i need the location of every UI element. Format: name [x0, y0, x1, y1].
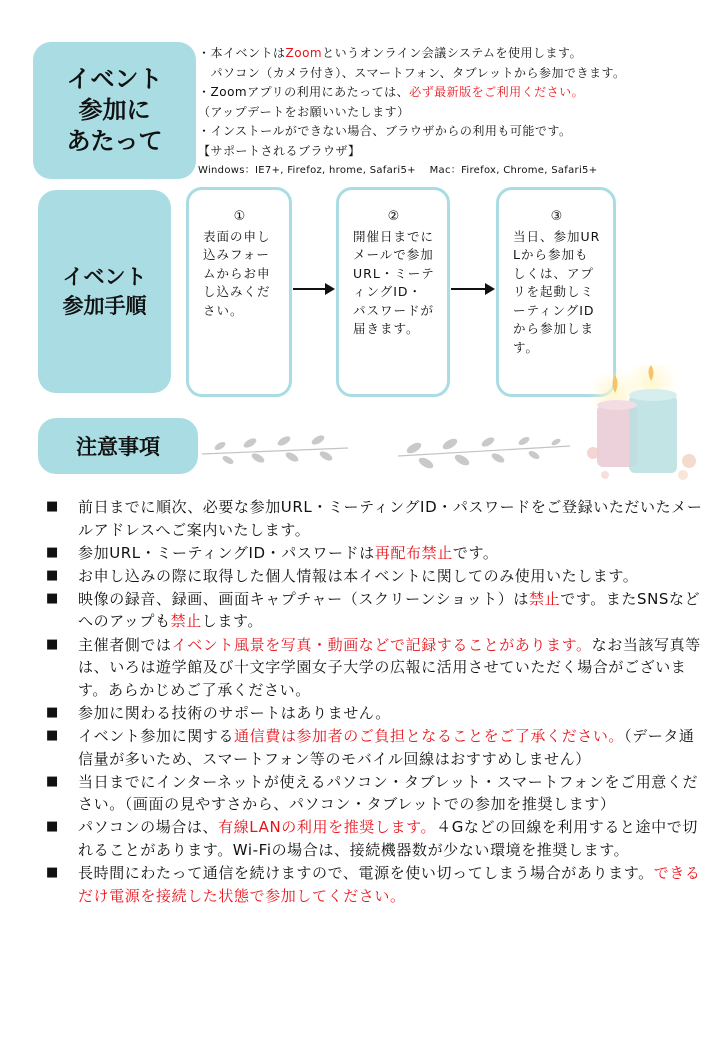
note-item: [46, 725, 706, 770]
emphasis-text: できるだけ電源を接続した状態で参加してください。: [78, 864, 701, 905]
text-segment: お申し込みの際に取得した個人情報は本イベントに関してのみ使用いたします。: [78, 566, 639, 585]
text-segment: 映像の録音、録画、画面キャプチャー（スクリーンショット）は: [78, 589, 529, 608]
note-item: [46, 542, 706, 565]
emphasis-text: 禁止: [170, 612, 202, 631]
text-segment: パソコンの場合は、: [78, 818, 219, 837]
leaf-sprig-decoration-icon: [198, 430, 576, 474]
step-1-box: [186, 187, 292, 397]
step-3-number: ③: [550, 209, 564, 224]
note-item: [46, 771, 706, 816]
arrow-right-icon: [451, 288, 493, 290]
info-line: [198, 122, 713, 142]
text-segment: 【サポートされるブラウザ】: [198, 143, 361, 158]
text-segment: 参加URL・ミーティングID・パスワードは: [78, 543, 375, 562]
info-line: [198, 161, 713, 181]
text-segment: パソコン（カメラ付き）、スマートフォン、タブレットから参加できます。: [198, 65, 626, 80]
notes-list: [46, 496, 706, 908]
step-3-text: 当日、参加URLから参加もしくは、アプリを起動しミーティングIDから参加します。: [513, 228, 601, 355]
section-label-participation-text: イベント 参加に あたって: [66, 65, 163, 155]
text-segment: （アップデートをお願いいたします）: [198, 104, 410, 119]
note-item: [46, 588, 706, 633]
text-segment: 当日までにインターネットが使えるパソコン・タブレット・スマートフォンをご用意ください。（画面の見やすさから、パソコン・タブレットでの参加を推奨します）: [78, 772, 699, 814]
note-item: [46, 816, 706, 861]
text-segment: ４Gなどの回線を利用すると途中で切れることがあります。Wi-Fiの場合は、接続機器数が少ない環境を推奨します。: [78, 818, 698, 859]
text-segment: 参加に関わる技術のサポートはありません。: [78, 703, 391, 722]
info-line: [198, 83, 713, 103]
note-item: [46, 565, 706, 588]
text-segment: （データ通信量が多いため、スマートフォン等のモバイル回線はおすすめしません）: [78, 726, 695, 768]
step-2-text: 開催日までにメールで参加URL・ミーティングID・パスワードが届きます。: [353, 228, 435, 336]
text-segment: 前日までに順次、必要な参加URL・ミーティングID・パスワードをご登録いただいたメールアドレスへご案内いたします。: [78, 498, 703, 539]
emphasis-text: 再配布禁止: [374, 543, 453, 562]
text-segment: なお当該写真等は、いろは遊学館及び十文字学園女子大学の広報に活用させていただく場合がございます。あらかじめご了承ください。: [78, 635, 701, 699]
info-line: [198, 44, 713, 64]
info-line: [198, 142, 713, 162]
step-2-box: [336, 187, 450, 397]
note-item: [46, 496, 706, 541]
text-segment: します。: [201, 612, 263, 631]
emphasis-text: 通信費は参加者のご負担となることをご了承ください。: [234, 726, 625, 745]
section-label-procedure: [38, 190, 171, 393]
section-label-notes: [38, 418, 198, 474]
text-segment: 長時間にわたって通信を続けますので、電源を使い切ってしまう場合があります。: [78, 864, 654, 882]
arrow-right-icon: [293, 288, 333, 290]
text-segment: 主催者側では: [78, 635, 172, 654]
text-segment: です。またSNSなどへのアップも: [78, 589, 701, 631]
section-label-participation: [33, 42, 196, 179]
text-segment: Windows：IE7+, Firefoz, hrome, Safari5+ Mac：Firefox, Chrome, Safari5+: [198, 165, 598, 176]
participation-info: [198, 44, 713, 181]
text-segment: ・インストールができない場合、ブラウザからの利用も可能です。: [198, 124, 572, 138]
emphasis-text: Zoom: [285, 46, 323, 60]
candles-illustration-icon: [585, 365, 703, 485]
section-label-procedure-text: イベント 参加手順: [62, 264, 147, 318]
step-2-number: ②: [387, 209, 401, 224]
note-item: [46, 862, 706, 907]
info-line: [198, 64, 713, 84]
text-segment: ・Zoomアプリの利用にあたっては、: [198, 85, 410, 99]
step-1-text: 表面の申し込みフォームからお申し込みください。: [203, 228, 271, 318]
emphasis-text: 禁止: [528, 589, 561, 608]
info-line: [198, 103, 713, 123]
text-segment: ・本イベントは: [198, 46, 286, 60]
emphasis-text: 必ず最新版をご利用ください。: [409, 85, 585, 99]
note-item: [46, 702, 706, 725]
text-segment: というオンライン会議システムを使用します。: [322, 46, 583, 60]
emphasis-text: イベント風景を写真・動画などで記録することがあります。: [171, 635, 592, 654]
emphasis-text: 有線LANの利用を推奨します。: [218, 818, 437, 837]
text-segment: イベント参加に関する: [78, 726, 235, 745]
section-label-notes-text: 注意事項: [76, 435, 160, 459]
step-1-number: ①: [233, 209, 247, 224]
text-segment: です。: [452, 543, 499, 562]
note-item: [46, 634, 706, 702]
